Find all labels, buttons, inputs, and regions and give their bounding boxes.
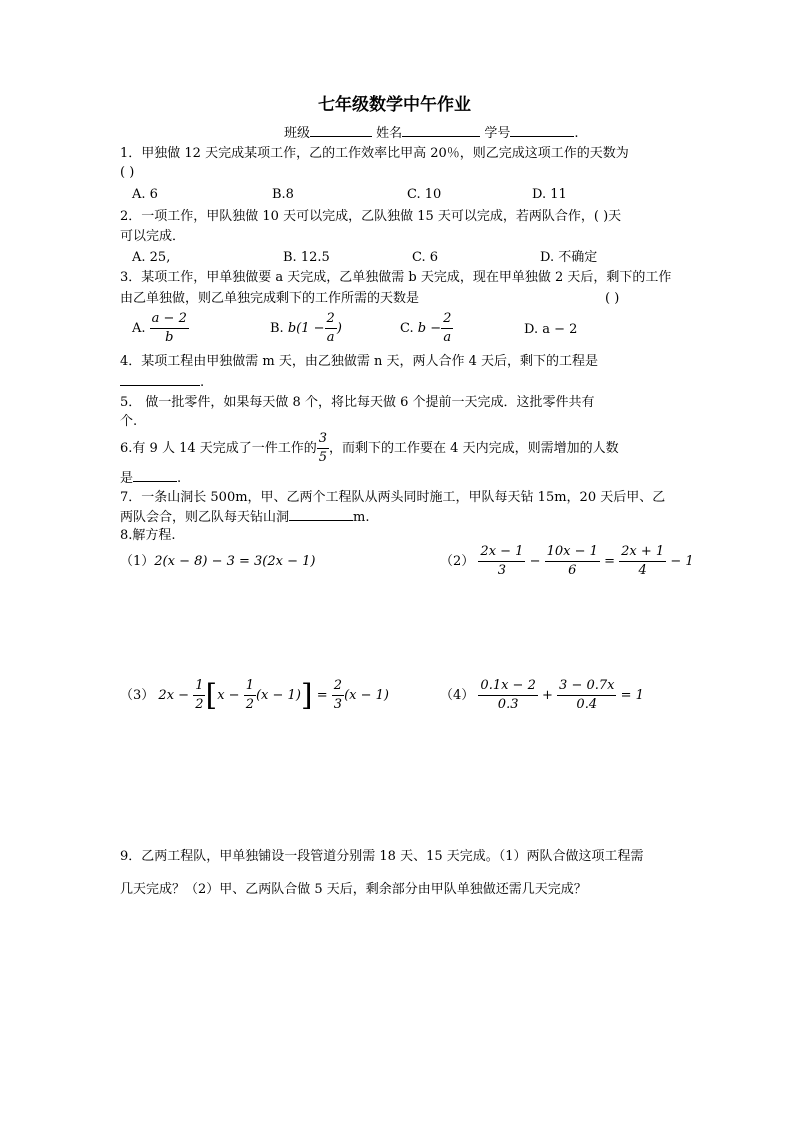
equation-3: （3） 2x − $\frac{1}{2}$ [x − $\frac{1}{2}$ (x − 1)] = $\frac{2}{3}$ (x − 1) bbox=[120, 677, 389, 713]
id-label: 学号 bbox=[484, 126, 511, 141]
class-field[interactable] bbox=[310, 123, 372, 137]
option-b-label: B. bbox=[270, 321, 284, 336]
question-3-answer-paren: ( ) bbox=[605, 291, 620, 306]
class-label: 班级 bbox=[284, 126, 311, 141]
question-2-text-cont: 可以完成． bbox=[120, 229, 186, 244]
question-2-option-d: D. 不确定 bbox=[540, 250, 598, 265]
option-c-fraction: $\frac{2}{a}$ bbox=[443, 311, 452, 345]
equation-4: （4） $\frac{0.1x - 2}{0.3}$ + $\frac{3 - 0.7x}{0.4}$ = 1 bbox=[440, 678, 644, 712]
question-7-answer-line: 两队会合，则乙队每天钻山洞 m. bbox=[120, 507, 369, 528]
question-1-text: 1．甲独做 12 天完成某项工作，乙的工作效率比甲高 20％，则乙完成这项工作的天数为 bbox=[120, 146, 629, 161]
id-field[interactable] bbox=[510, 123, 574, 137]
page-title: 七年级数学中午作业 bbox=[318, 95, 471, 115]
question-7-text: 7．一条山洞长 500m，甲、乙两个工程队从两头同时施工，甲队每天钻 15m，20 天后甲、乙 bbox=[120, 490, 666, 505]
question-1-answer-paren: ( ) bbox=[120, 165, 135, 180]
option-c-label: C. bbox=[400, 321, 414, 336]
option-a-label: A. bbox=[132, 321, 146, 336]
question-1-option-b: B.8 bbox=[272, 187, 294, 202]
question-7-blank[interactable] bbox=[289, 507, 353, 521]
question-2-text: 2．一项工作，甲队独做 10 天可以完成，乙队独做 15 天可以完成，若两队合作，( )天 bbox=[120, 209, 622, 224]
question-6-blank[interactable] bbox=[133, 468, 177, 482]
question-1-option-a: A. 6 bbox=[132, 187, 158, 202]
name-label: 姓名 bbox=[376, 126, 403, 141]
question-9-text-cont: 几天完成？（2）甲、乙两队合做 5 天后，剩余部分由甲队单独做还需几天完成？ bbox=[120, 882, 587, 897]
equation-1: （1）2(x − 8) − 3 = 3(2x − 1) bbox=[120, 554, 316, 569]
question-6-answer-line: 是 . bbox=[120, 468, 181, 489]
question-3-option-b: B. b(1 − $\frac{2}{a}$ ) bbox=[270, 311, 342, 345]
question-3-text: 3．某项工作，甲单独做要 a 天完成，乙单独做需 b 天完成，现在甲单独做 2 天后，剩下的工作 bbox=[120, 270, 672, 285]
question-5-text: 5． 做一批零件，如果每天做 8 个，将比每天做 6 个提前一天完成．这批零件共有 bbox=[120, 395, 595, 410]
question-5-text-cont: 个. bbox=[120, 414, 138, 429]
question-4-text: 4．某项工程由甲独做需 m 天，由乙独做需 n 天，两人合作 4 天后，剩下的工程是 bbox=[120, 354, 599, 369]
equation-2: （2） $\frac{2x - 1}{3}$ − $\frac{10x - 1}{6}$ = $\frac{2x + 1}{4}$ − 1 bbox=[440, 544, 694, 578]
question-4-blank[interactable] bbox=[120, 372, 200, 386]
question-1-option-d: D. 11 bbox=[532, 187, 567, 202]
question-4-answer-line: . bbox=[120, 372, 204, 393]
question-9-text: 9．乙两工程队，甲单独铺设一段管道分别需 18 天、15 天完成。（1）两队合做这项工程需 bbox=[120, 849, 644, 864]
student-info-header: 班级 姓名 学号 . bbox=[284, 123, 578, 144]
question-2-option-c: C. 6 bbox=[412, 250, 439, 265]
question-2-option-a: A. 25, bbox=[132, 250, 171, 265]
option-b-fraction: $\frac{2}{a}$ bbox=[326, 311, 335, 345]
option-a-fraction: $\frac{a - 2}{b}$ bbox=[151, 311, 187, 345]
question-3-text-cont: 由乙单独做，则乙单独完成剩下的工作所需的天数是 bbox=[120, 291, 420, 306]
question-8-heading: 8.解方程. bbox=[120, 528, 176, 543]
question-6-text: 6.有 9 人 14 天完成了一件工作的 $\frac{3}{5}$ ，而剩下的工作要在 4 天内完成，则需增加的人数 bbox=[120, 431, 619, 465]
name-field[interactable] bbox=[402, 123, 480, 137]
question-3-option-d: D. a − 2 bbox=[524, 322, 578, 337]
question-6-fraction: $\frac{3}{5}$ bbox=[318, 431, 328, 465]
question-1-option-c: C. 10 bbox=[407, 187, 442, 202]
question-3-option-c: C. b − $\frac{2}{a}$ bbox=[400, 311, 452, 345]
question-3-option-a bbox=[132, 310, 189, 347]
question-2-option-b: B. 12.5 bbox=[283, 250, 330, 265]
